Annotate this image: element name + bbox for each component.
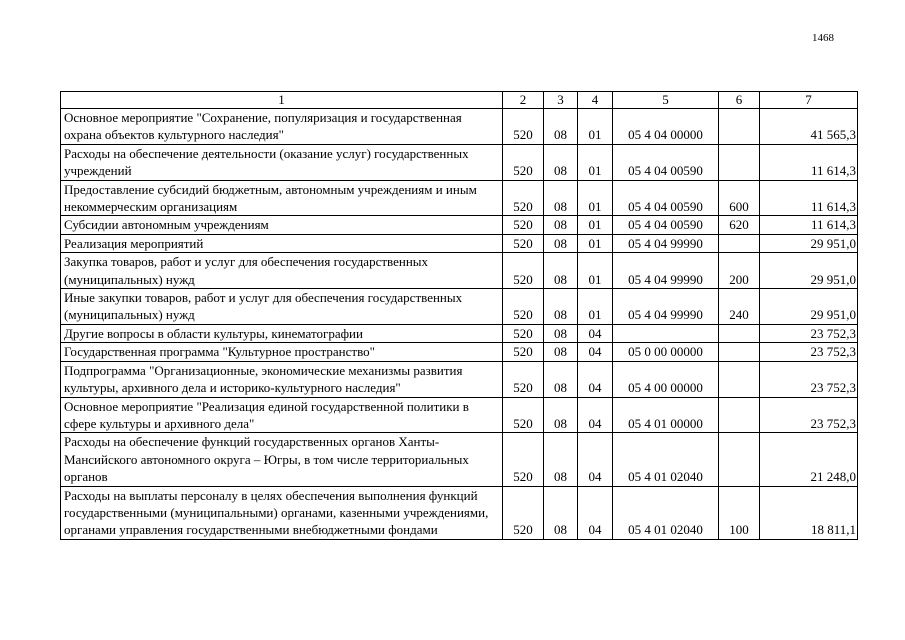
table-row [61,324,858,342]
table-row [61,289,858,325]
cell-code: 520 [503,343,544,361]
cell-target-article [613,324,719,342]
cell-section: 08 [544,397,578,433]
cell-section: 08 [544,109,578,145]
page-number: 1468 [812,32,834,44]
row-description: Реализация мероприятий [61,234,503,252]
cell-code: 520 [503,486,544,539]
row-description: Основное мероприятие "Сохранение, популяризация и государственная охрана объектов культурного наследия" [61,109,503,145]
cell-expense-type: 200 [719,253,760,289]
cell-expense-type: 100 [719,486,760,539]
row-description: Расходы на обеспечение функций государственных органов Ханты-Мансийского автономного округа – Югры, в том числе территориальных органов [61,433,503,486]
cell-section: 08 [544,433,578,486]
cell-code: 520 [503,433,544,486]
cell-target-article: 05 4 04 00590 [613,144,719,180]
cell-amount: 29 951,0 [760,253,858,289]
cell-expense-type [719,433,760,486]
cell-expense-type [719,234,760,252]
cell-amount: 21 248,0 [760,433,858,486]
table-row [61,361,858,397]
row-description: Подпрограмма "Организационные, экономические механизмы развития культуры, архивного дела и историко-культурного наследия" [61,361,503,397]
cell-amount: 11 614,3 [760,180,858,216]
cell-code: 520 [503,180,544,216]
cell-section: 08 [544,234,578,252]
cell-target-article: 05 4 04 99990 [613,253,719,289]
cell-subsection: 04 [578,486,613,539]
column-header: 4 [578,92,613,109]
cell-code: 520 [503,234,544,252]
cell-expense-type [719,144,760,180]
cell-expense-type: 620 [719,216,760,234]
cell-code: 520 [503,397,544,433]
cell-expense-type: 240 [719,289,760,325]
cell-subsection: 04 [578,324,613,342]
table-row [61,144,858,180]
column-header: 5 [613,92,719,109]
cell-target-article: 05 4 04 99990 [613,289,719,325]
cell-target-article: 05 4 04 00590 [613,180,719,216]
table-row [61,180,858,216]
column-header: 1 [61,92,503,109]
cell-amount: 11 614,3 [760,216,858,234]
cell-expense-type: 600 [719,180,760,216]
cell-target-article: 05 4 00 00000 [613,361,719,397]
cell-subsection: 01 [578,216,613,234]
cell-code: 520 [503,109,544,145]
cell-subsection: 04 [578,397,613,433]
cell-expense-type [719,324,760,342]
cell-subsection: 01 [578,144,613,180]
cell-code: 520 [503,361,544,397]
cell-section: 08 [544,486,578,539]
cell-section: 08 [544,361,578,397]
column-header: 7 [760,92,858,109]
table-row [61,109,858,145]
cell-section: 08 [544,289,578,325]
cell-amount: 29 951,0 [760,234,858,252]
cell-subsection: 01 [578,109,613,145]
table-row [61,234,858,252]
row-description: Субсидии автономным учреждениям [61,216,503,234]
row-description: Закупка товаров, работ и услуг для обеспечения государственных (муниципальных) нужд [61,253,503,289]
table-row [61,216,858,234]
cell-subsection: 04 [578,361,613,397]
table-row [61,343,858,361]
row-description: Государственная программа "Культурное пространство" [61,343,503,361]
cell-amount: 18 811,1 [760,486,858,539]
cell-code: 520 [503,324,544,342]
cell-section: 08 [544,144,578,180]
table-row [61,397,858,433]
cell-subsection: 01 [578,180,613,216]
row-description: Иные закупки товаров, работ и услуг для обеспечения государственных (муниципальных) нужд [61,289,503,325]
cell-target-article: 05 4 01 02040 [613,486,719,539]
row-description: Расходы на выплаты персоналу в целях обеспечения выполнения функций государственными (муниципальными) органами, казенными учреждениями, органами управления государственными внебюджетными фондами [61,486,503,539]
cell-target-article: 05 0 00 00000 [613,343,719,361]
table-row [61,253,858,289]
budget-table [60,91,858,540]
cell-target-article: 05 4 04 99990 [613,234,719,252]
row-description: Другие вопросы в области культуры, кинематографии [61,324,503,342]
cell-target-article: 05 4 01 00000 [613,397,719,433]
table-row [61,486,858,539]
cell-expense-type [719,109,760,145]
cell-amount: 29 951,0 [760,289,858,325]
cell-section: 08 [544,180,578,216]
table-header-row [61,92,858,109]
cell-target-article: 05 4 04 00000 [613,109,719,145]
cell-expense-type [719,361,760,397]
cell-amount: 23 752,3 [760,361,858,397]
cell-code: 520 [503,216,544,234]
cell-subsection: 01 [578,289,613,325]
cell-expense-type [719,343,760,361]
cell-section: 08 [544,343,578,361]
cell-amount: 23 752,3 [760,397,858,433]
cell-subsection: 01 [578,253,613,289]
column-header: 2 [503,92,544,109]
cell-code: 520 [503,289,544,325]
cell-code: 520 [503,144,544,180]
table-row [61,433,858,486]
column-header: 6 [719,92,760,109]
cell-code: 520 [503,253,544,289]
cell-subsection: 01 [578,234,613,252]
row-description: Предоставление субсидий бюджетным, автономным учреждениям и иным некоммерческим организациям [61,180,503,216]
cell-amount: 41 565,3 [760,109,858,145]
cell-amount: 23 752,3 [760,343,858,361]
row-description: Основное мероприятие "Реализация единой государственной политики в сфере культуры и архивного дела" [61,397,503,433]
cell-section: 08 [544,253,578,289]
cell-target-article: 05 4 01 02040 [613,433,719,486]
cell-expense-type [719,397,760,433]
cell-target-article: 05 4 04 00590 [613,216,719,234]
cell-subsection: 04 [578,433,613,486]
cell-amount: 23 752,3 [760,324,858,342]
cell-amount: 11 614,3 [760,144,858,180]
cell-section: 08 [544,324,578,342]
row-description: Расходы на обеспечение деятельности (оказание услуг) государственных учреждений [61,144,503,180]
cell-section: 08 [544,216,578,234]
cell-subsection: 04 [578,343,613,361]
column-header: 3 [544,92,578,109]
